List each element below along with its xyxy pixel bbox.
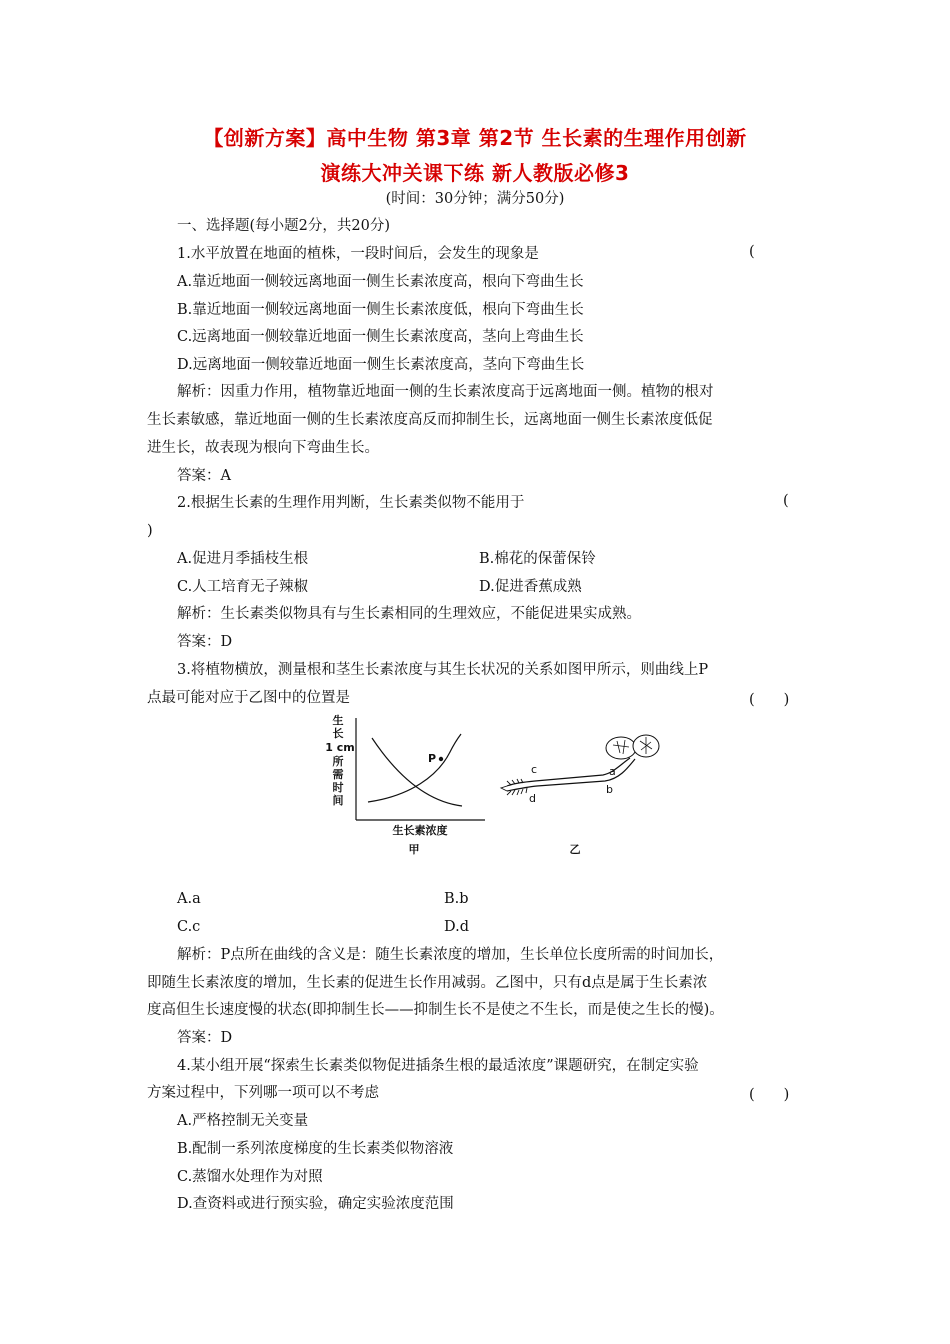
q3-stem-line-1: 3.将植物横放，测量根和茎生长素浓度与其生长状况的关系如图甲所示，则曲线上P <box>177 662 709 678</box>
q1-analysis-line-3: 进生长，故表现为根向下弯曲生长。 <box>147 440 379 456</box>
q2-analysis: 解析：生长素类似物具有与生长素相同的生理效应，不能促进果实成熟。 <box>177 606 641 622</box>
label-a: a <box>609 765 616 778</box>
q4-option-d: D.查资料或进行预实验，确定实验浓度范围 <box>177 1196 454 1212</box>
y-label-char: 时 <box>332 781 344 794</box>
q4-option-a: A.严格控制无关变量 <box>177 1113 309 1129</box>
point-p <box>439 757 443 761</box>
q1-analysis-line-1: 解析：因重力作用，植物靠近地面一侧的生长素浓度高于远离地面一侧。植物的根对 <box>177 384 714 400</box>
leaf <box>606 737 636 759</box>
q3-analysis-line-2: 即随生长素浓度的增加，生长素的促进生长作用减弱。乙图中，只有d点是属于生长素浓 <box>147 975 708 991</box>
q3-answer: 答案：D <box>177 1030 233 1046</box>
time-info: (时间：30分钟；满分50分) <box>385 191 565 207</box>
q1-option-c: C.远离地面一侧较靠近地面一侧生长素浓度高，茎向上弯曲生长 <box>177 329 584 345</box>
figure-jia-y-label <box>325 713 354 807</box>
q4-option-c: C.蒸馏水处理作为对照 <box>177 1169 323 1185</box>
q4-answer-paren: ( ) <box>749 1087 790 1103</box>
figure-jia <box>320 710 510 860</box>
q2-answer-paren-open: ( <box>783 493 789 509</box>
curve-decreasing <box>372 738 462 806</box>
q1-answer-paren: ( <box>749 244 755 260</box>
q3-option-a: A.a <box>177 891 201 907</box>
plant-body <box>507 758 635 791</box>
q3-option-b: B.b <box>444 891 469 907</box>
y-label-char: 间 <box>332 794 344 807</box>
q2-stem: 2.根据生长素的生理作用判断，生长素类似物不能用于 <box>177 495 525 511</box>
y-label-char: 所 <box>332 755 344 768</box>
q1-option-d: D.远离地面一侧较靠近地面一侧生长素浓度高，茎向下弯曲生长 <box>177 357 585 373</box>
q2-option-c: C.人工培育无子辣椒 <box>177 579 309 595</box>
label-c: c <box>531 763 538 776</box>
y-label-char: 长 <box>332 727 344 740</box>
y-label-char: 需 <box>332 768 344 781</box>
y-label-char: 1 cm <box>325 741 355 754</box>
q1-stem: 1.水平放置在地面的植株，一段时间后，会发生的现象是 <box>177 246 539 262</box>
q1-answer: 答案：A <box>177 468 231 484</box>
label-b: b <box>606 783 613 796</box>
q1-analysis-line-2: 生长素敏感，靠近地面一侧的生长素浓度高反而抑制生长，远离地面一侧生长素浓度低促 <box>147 412 713 428</box>
root-hairs <box>501 779 527 795</box>
stem-tip <box>606 735 659 759</box>
document-title-line-1: 【创新方案】高中生物 第3章 第2节 生长素的生理作用创新 <box>203 126 747 150</box>
q3-analysis-line-1: 解析：P点所在曲线的含义是：随生长素浓度的增加，生长单位长度所需的时间加长， <box>177 947 724 963</box>
curve-increasing <box>368 734 461 802</box>
q3-option-d: D.d <box>444 919 469 935</box>
figure-jia-caption: 甲 <box>408 843 420 856</box>
q2-option-d: D.促进香蕉成熟 <box>479 579 582 595</box>
q3-analysis-line-3: 度高但生长速度慢的状态(即抑制生长——抑制生长不是使之不生长，而是使之生长的慢)。 <box>147 1002 724 1018</box>
y-label-char: 生 <box>332 714 344 727</box>
figure-yi-caption: 乙 <box>569 843 581 856</box>
q4-stem-line-2: 方案过程中，下列哪一项可以不考虑 <box>147 1085 379 1101</box>
q3-option-c: C.c <box>177 919 201 935</box>
point-p-label: P <box>428 752 437 765</box>
q4-stem-line-1: 4.某小组开展“探索生长素类似物促进插条生根的最适浓度”课题研究，在制定实验 <box>177 1058 699 1074</box>
q1-option-a: A.靠近地面一侧较远离地面一侧生长素浓度高，根向下弯曲生长 <box>177 274 584 290</box>
q4-option-b: B.配制一系列浓度梯度的生长素类似物溶液 <box>177 1141 454 1157</box>
figure-yi <box>495 725 695 860</box>
q3-stem-line-2: 点最可能对应于乙图中的位置是 <box>147 690 350 706</box>
q3-answer-paren: ( ) <box>749 692 790 708</box>
q2-answer-paren-close: ) <box>147 523 153 539</box>
x-axis-label: 生长素浓度 <box>392 824 448 837</box>
q2-option-a: A.促进月季插枝生根 <box>177 551 309 567</box>
q2-answer: 答案：D <box>177 634 233 650</box>
section-heading: 一、选择题(每小题2分，共20分) <box>177 218 390 234</box>
q1-option-b: B.靠近地面一侧较远离地面一侧生长素浓度低，根向下弯曲生长 <box>177 302 584 318</box>
label-d: d <box>529 792 536 805</box>
document-title-line-2: 演练大冲关课下练 新人教版必修3 <box>320 161 630 185</box>
q2-option-b: B.棉花的保蕾保铃 <box>479 551 596 567</box>
